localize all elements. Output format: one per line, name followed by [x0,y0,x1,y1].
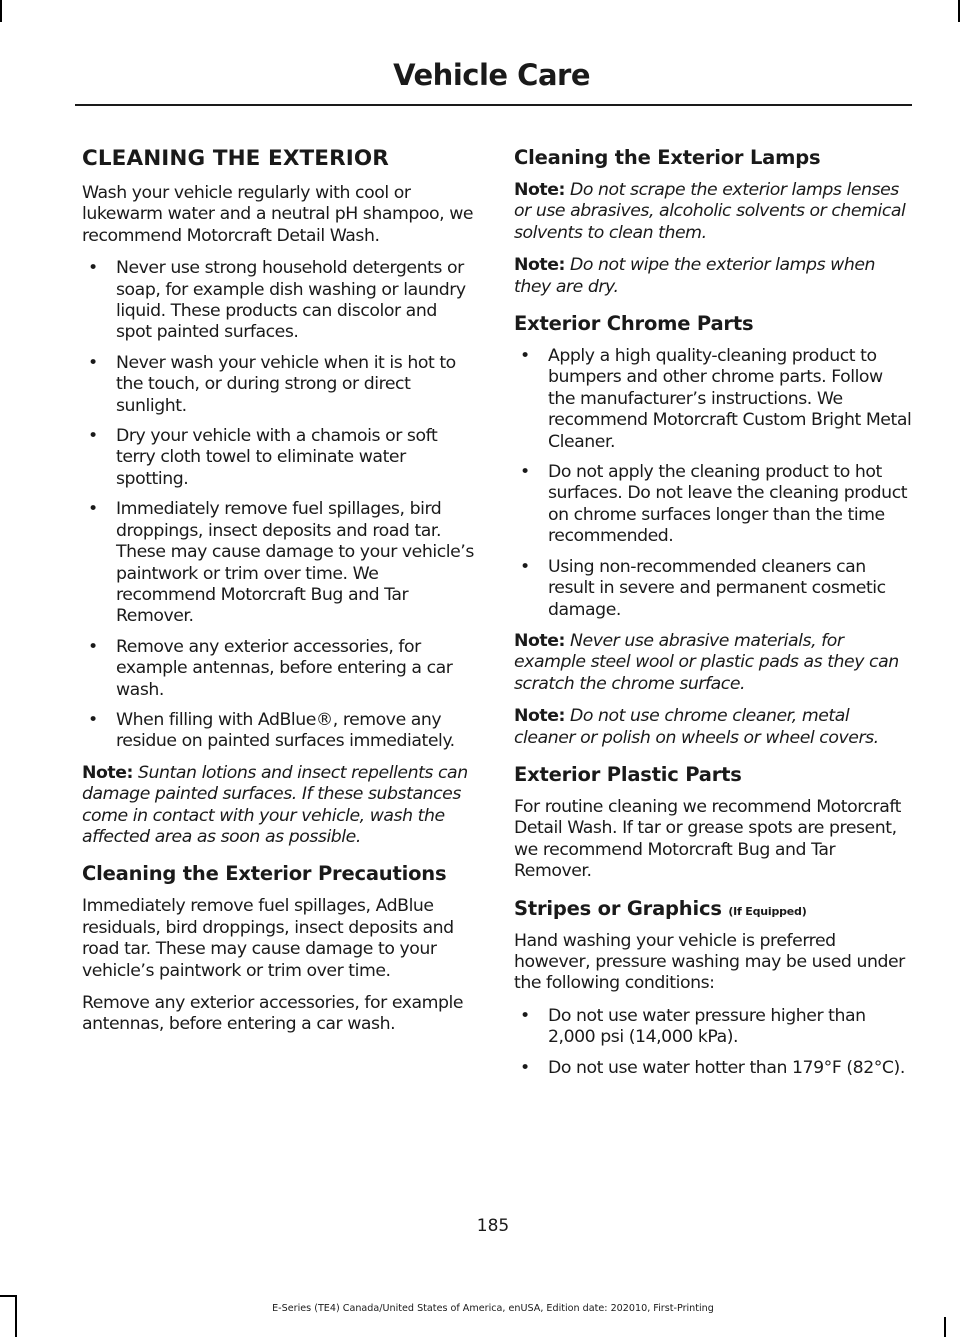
note-lamps-2 [514,255,912,298]
bullet-glyph: • [520,556,530,577]
list-item-text: Do not use water hotter than 179°F (82°C). [548,1057,905,1078]
list-item [514,462,912,548]
page-number: 185 [476,1216,510,1236]
list-item [514,1058,912,1079]
note-label: Note: [514,706,565,727]
subheading-plastic-parts: Exterior Plastic Parts [514,762,742,786]
page-header [75,56,912,106]
note-chrome-2 [514,706,912,749]
note-label: Note: [82,762,133,783]
note-text: Do not use chrome cleaner, metal cleaner or polish on wheels or wheel covers. [514,706,879,748]
crop-mark-bottom-left [0,1295,15,1297]
bullet-glyph: • [520,462,530,483]
chrome-bullet-list [514,346,912,621]
list-item-text: Using non-recommended cleaners can result in severe and permanent cosmetic damage. [548,556,886,620]
subheading-chrome-parts: Exterior Chrome Parts [514,312,754,336]
list-item [82,637,477,701]
bullet-glyph: • [88,352,98,373]
section-heading-cleaning-exterior: CLEANING THE EXTERIOR [82,146,389,171]
precautions-paragraph-1: Immediately remove fuel spillages, AdBlue residuals, bird droppings, insect deposits and road tar. These may cause damage to your vehicle’s paintwork or trim over time. [82,896,454,981]
subheading-stripes-graphics [514,897,912,920]
list-item-text: Dry your vehicle with a chamois or soft terry cloth towel to eliminate water spotting. [116,426,438,489]
bullet-glyph: • [88,636,98,657]
list-item-text: Do not use water pressure higher than 2,000 psi (14,000 kPa). [548,1005,866,1048]
note-text: Never use abrasive materials, for example steel wool or plastic pads as they can scratch the chrome surface. [514,630,899,694]
crop-mark-bottom-right [944,1317,946,1337]
page-title: Vehicle Care [393,58,590,92]
bullet-glyph: • [88,499,98,520]
list-item [514,557,912,621]
bullet-glyph: • [88,709,98,730]
list-item-text: Never use strong household detergents or soap, for example dish washing or laundry liquid. These products can discolor and spot painted surfaces. [116,258,466,343]
note-label: Note: [514,630,565,651]
bullet-glyph: • [520,1005,530,1026]
intro-paragraph: Wash your vehicle regularly with cool or lukewarm water and a neutral pH shampoo, we recommend Motorcraft Detail Wash. [82,183,474,246]
left-column [82,128,477,1047]
crop-mark-bottom-left-v [15,1295,17,1337]
list-item [514,346,912,453]
subheading-exterior-lamps: Cleaning the Exterior Lamps [514,146,821,169]
cleaning-bullet-list [82,258,477,753]
stripes-paragraph: Hand washing your vehicle is preferred however, pressure washing may be used under the following conditions: [514,930,905,994]
list-item [82,258,477,344]
note-suntan [82,763,477,849]
bullet-glyph: • [520,1057,530,1078]
note-text: Do not scrape the exterior lamps lenses or use abrasives, alcoholic solvents or chemical solvents to clean them. [514,180,906,243]
note-label: Note: [514,180,565,200]
list-item [82,353,477,417]
list-item-text: Immediately remove fuel spillages, bird droppings, insect deposits and road tar. These may cause damage to your vehicle’s paintwork or trim over time. We recommend Motorcraft Bug and Tar Remover. [116,499,474,627]
note-text: Do not wipe the exterior lamps when they are dry. [514,255,876,297]
note-label: Note: [514,255,565,276]
list-item-text: When filling with AdBlue®, remove any residue on painted surfaces immediately. [116,709,455,752]
right-column [514,128,912,1089]
stripes-bullet-list [514,1006,912,1079]
crop-mark-top-left [0,0,2,22]
list-item-text: Never wash your vehicle when it is hot to the touch, or during strong or direct sunlight. [116,352,456,416]
list-item [514,1006,912,1049]
list-item [82,710,477,753]
edition-line: E-Series (TE4) Canada/United States of America, enUSA, Edition date: 202010, First-Printing [272,1303,714,1314]
note-chrome-1 [514,631,912,695]
note-lamps-1 [514,180,912,244]
bullet-glyph: • [88,426,98,447]
list-item [82,499,477,627]
bullet-glyph: • [520,346,530,367]
list-item-text: Do not apply the cleaning product to hot surfaces. Do not leave the cleaning product on chrome surfaces longer than the time recommended. [548,462,908,547]
list-item [82,426,477,490]
list-item-text: Remove any exterior accessories, for example antennas, before entering a car wash. [116,636,453,700]
stripes-heading-text: Stripes or Graphics [514,896,722,920]
plastic-paragraph: For routine cleaning we recommend Motorcraft Detail Wash. If tar or grease spots are present, we recommend Motorcraft Bug and Tar Remover. [514,796,902,882]
note-text: Suntan lotions and insect repellents can damage painted surfaces. If these substances come in contact with your vehicle, wash the affected area as soon as possible. [82,762,468,847]
list-item-text: Apply a high quality-cleaning product to bumpers and other chrome parts. Follow the manufacturer’s instructions. We recommend Motorcraft Custom Bright Metal Cleaner. [548,346,912,452]
subheading-precautions: Cleaning the Exterior Precautions [82,862,447,886]
if-equipped-qualifier: (If Equipped) [728,904,807,918]
bullet-glyph: • [88,258,98,279]
precautions-paragraph-2: Remove any exterior accessories, for example antennas, before entering a car wash. [82,993,464,1035]
